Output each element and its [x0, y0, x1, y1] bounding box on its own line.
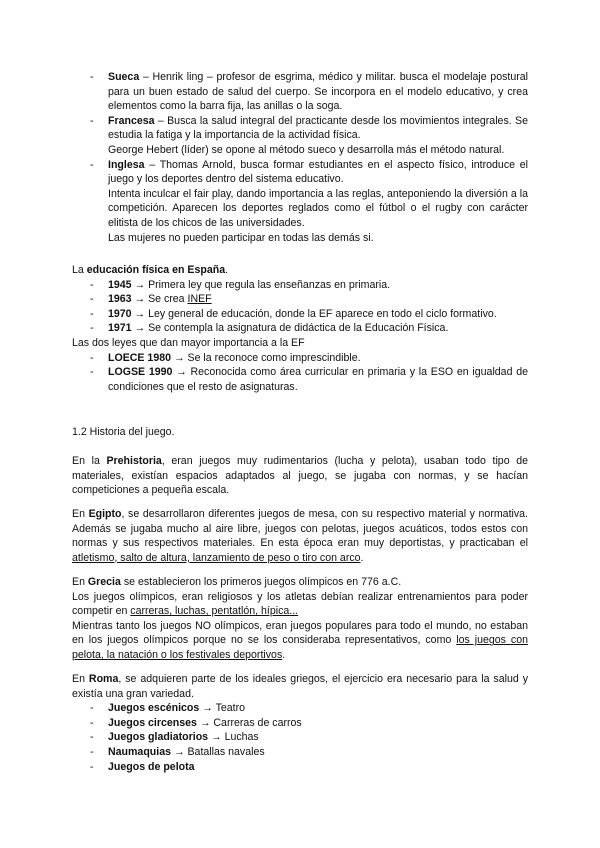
list-bullet: - — [90, 351, 94, 364]
law-item — [72, 365, 528, 394]
grecia-p2-underline: carreras, luchas, pentatlón, hípica... — [130, 605, 299, 618]
game-text: Carreras de carros — [213, 716, 302, 729]
inef-link[interactable]: INEF — [187, 293, 212, 306]
prehistoria-bold: Prehistoria — [106, 455, 162, 467]
method-text: – Thomas Arnold, busca formar estudiantes en el aspecto físico, introduce el juego y los deportes dentro del sistema educativo. — [108, 158, 528, 186]
prehistoria-text: , eran juegos muy rudimentarios (lucha y pelota), usaban todo tipo de materiales, existían espacios adaptados al juego, se jugaba con normas, y se hacían competiciones a pequeña escala. — [72, 455, 529, 497]
spain-section — [72, 263, 528, 394]
method-name: Inglesa — [108, 158, 145, 171]
roma-intro — [72, 672, 528, 701]
law-text: Se contempla la asignatura de didáctica de la Educación Física. — [148, 322, 449, 335]
grecia-p3-underline: los juegos con pelota, la natación o los festivales deportivos — [72, 634, 528, 661]
method-text: – Busca la salud integral del practicante desde los movimientos integrales. Se estudia la fatiga y la importancia de la actividad física. — [108, 114, 528, 142]
grecia-p3 — [72, 619, 528, 663]
method-text: – Henrik ling – profesor de esgrima, médico y militar. busca el modelaje postural para un buen estado de salud del cuerpo. Se incorpora en el modelo educativo, y crea elementos como la barra fija, las anillas o la soga. — [108, 71, 528, 113]
list-bullet: - — [90, 322, 94, 335]
method-extra: Las mujeres no pueden participar en todas las demás si. — [108, 231, 374, 244]
law-item — [72, 321, 528, 336]
game-text: Luchas — [224, 731, 259, 744]
list-bullet: - — [90, 307, 94, 320]
list-bullet: - — [90, 760, 94, 773]
game-name: Juegos circenses — [108, 716, 197, 729]
law-arrow: → — [171, 351, 188, 364]
roma-game-item — [72, 716, 528, 731]
game-text: Teatro — [215, 702, 246, 715]
method-name: Sueca — [108, 71, 140, 83]
roma-text: , se adquieren parte de los ideales griegos, el ejercicio era necesario para la salud y existía una gran variedad. — [72, 673, 529, 700]
list-bullet: - — [90, 293, 94, 306]
game-name: Juegos escénicos — [108, 702, 200, 715]
roma-game-item — [72, 730, 528, 745]
methods-list — [72, 70, 528, 245]
egipto-bold: Egipto — [88, 508, 122, 520]
law-arrow: → — [131, 278, 149, 291]
egipto-pre: En — [72, 508, 89, 520]
game-name: Juegos de pelota — [108, 760, 195, 773]
prehistoria-pre: En la — [72, 455, 107, 467]
grecia-p2 — [72, 590, 528, 619]
law-text: Ley general de educación, donde la EF aparece en todo el ciclo formativo. — [148, 307, 497, 320]
two-laws-intro: Las dos leyes que dan mayor importancia a la EF — [72, 336, 305, 349]
spain-intro-bold: educación física en España — [86, 264, 226, 276]
list-bullet: - — [90, 731, 94, 744]
law-arrow: → — [131, 307, 149, 320]
egipto-post: . — [360, 551, 364, 564]
method-extra: Intenta inculcar el fair play, dando importancia a las reglas, anteponiendo la diversión a la competición. Aparecen los deportes reglados como el fútbol o el rugby con carácter elitista de los chicos de las universidades. — [108, 187, 528, 229]
grecia-p3-post: . — [282, 648, 286, 661]
roma-game-item — [72, 701, 528, 716]
law-item — [72, 278, 528, 293]
game-name: Juegos gladiatorios — [108, 731, 209, 744]
game-arrow: → — [208, 731, 225, 744]
egipto-text: , se desarrollaron diferentes juegos de mesa, con su respectivo material y normativa. Además se jugaba mucho al aire libre, juegos con pelotas, juegos acuáticos, todos estos con normas y sus respectivos materiales. En esta época eran muy deportistas, y practicaban el — [72, 508, 528, 550]
law-arrow: → — [172, 366, 191, 379]
law-arrow: → — [131, 293, 149, 306]
law-item — [72, 292, 528, 307]
method-item-inglesa — [72, 158, 528, 246]
law-name: LOGSE 1990 — [108, 366, 173, 379]
list-bullet: - — [90, 158, 94, 171]
list-bullet: - — [90, 278, 94, 291]
game-arrow: → — [199, 702, 216, 715]
law-item — [72, 351, 528, 366]
game-arrow: → — [171, 745, 188, 758]
game-arrow: → — [196, 716, 214, 729]
method-item-sueca — [72, 70, 528, 114]
roma-pre: En — [72, 673, 89, 685]
law-name: LOECE 1980 — [108, 351, 172, 364]
method-extra: George Hebert (líder) se opone al método sueco y desarrolla más el método natural. — [108, 143, 505, 156]
spain-intro-prefix: La — [72, 264, 87, 276]
roma-section — [72, 672, 528, 774]
grecia-pre: En — [72, 576, 88, 588]
law-year: 1970 — [108, 307, 132, 320]
law-arrow: → — [131, 322, 149, 335]
spain-intro-suffix: . — [225, 264, 229, 276]
law-text: Primera ley que regula las enseñanzas en primaria. — [148, 278, 391, 291]
list-bullet: - — [90, 702, 94, 715]
law-year: 1945 — [108, 278, 132, 291]
law-text: Se la reconoce como imprescindible. — [187, 351, 361, 364]
grecia-line1 — [72, 575, 528, 590]
egipto-paragraph — [72, 507, 528, 565]
method-item-francesa — [72, 114, 528, 158]
roma-bold: Roma — [88, 673, 119, 685]
roma-game-item — [72, 760, 528, 775]
game-name: Naumaquias — [108, 745, 171, 758]
game-text: Batallas navales — [187, 745, 265, 758]
law-text: Reconocida como área curricular en primaria y la ESO en igualdad de condiciones que el resto de asignaturas. — [108, 366, 529, 393]
grecia-p2-text: Los juegos olímpicos, eran religiosos y los atletas debían realizar entrenamientos para poder competir en — [72, 590, 528, 618]
list-bullet: - — [90, 716, 94, 729]
law-item — [72, 307, 528, 322]
grecia-paragraph — [72, 575, 528, 663]
spain-intro — [72, 263, 528, 278]
prehistoria-paragraph — [72, 454, 528, 498]
grecia-p3-text: Mientras tanto los juegos NO olímpicos, eran juegos populares para todo el mundo, no estaban en los juegos olímpicos porque no se los consideraba representativos, como — [72, 619, 528, 647]
egipto-underline: atletismo, salto de altura, lanzamiento de peso o tiro con arco — [72, 551, 361, 564]
law-year: 1971 — [108, 322, 132, 335]
section-title: 1.2 Historia del juego. — [72, 426, 175, 438]
list-bullet: - — [90, 114, 94, 127]
law-text: Se crea — [148, 293, 188, 306]
grecia-bold: Grecia — [87, 576, 121, 588]
roma-game-item — [72, 745, 528, 760]
list-bullet: - — [90, 745, 94, 758]
list-bullet: - — [90, 366, 94, 379]
method-name: Francesa — [108, 114, 155, 127]
grecia-text: se establecieron los primeros juegos olímpicos en 776 a.C. — [120, 576, 402, 588]
list-bullet: - — [90, 71, 94, 83]
law-year: 1963 — [108, 293, 132, 306]
